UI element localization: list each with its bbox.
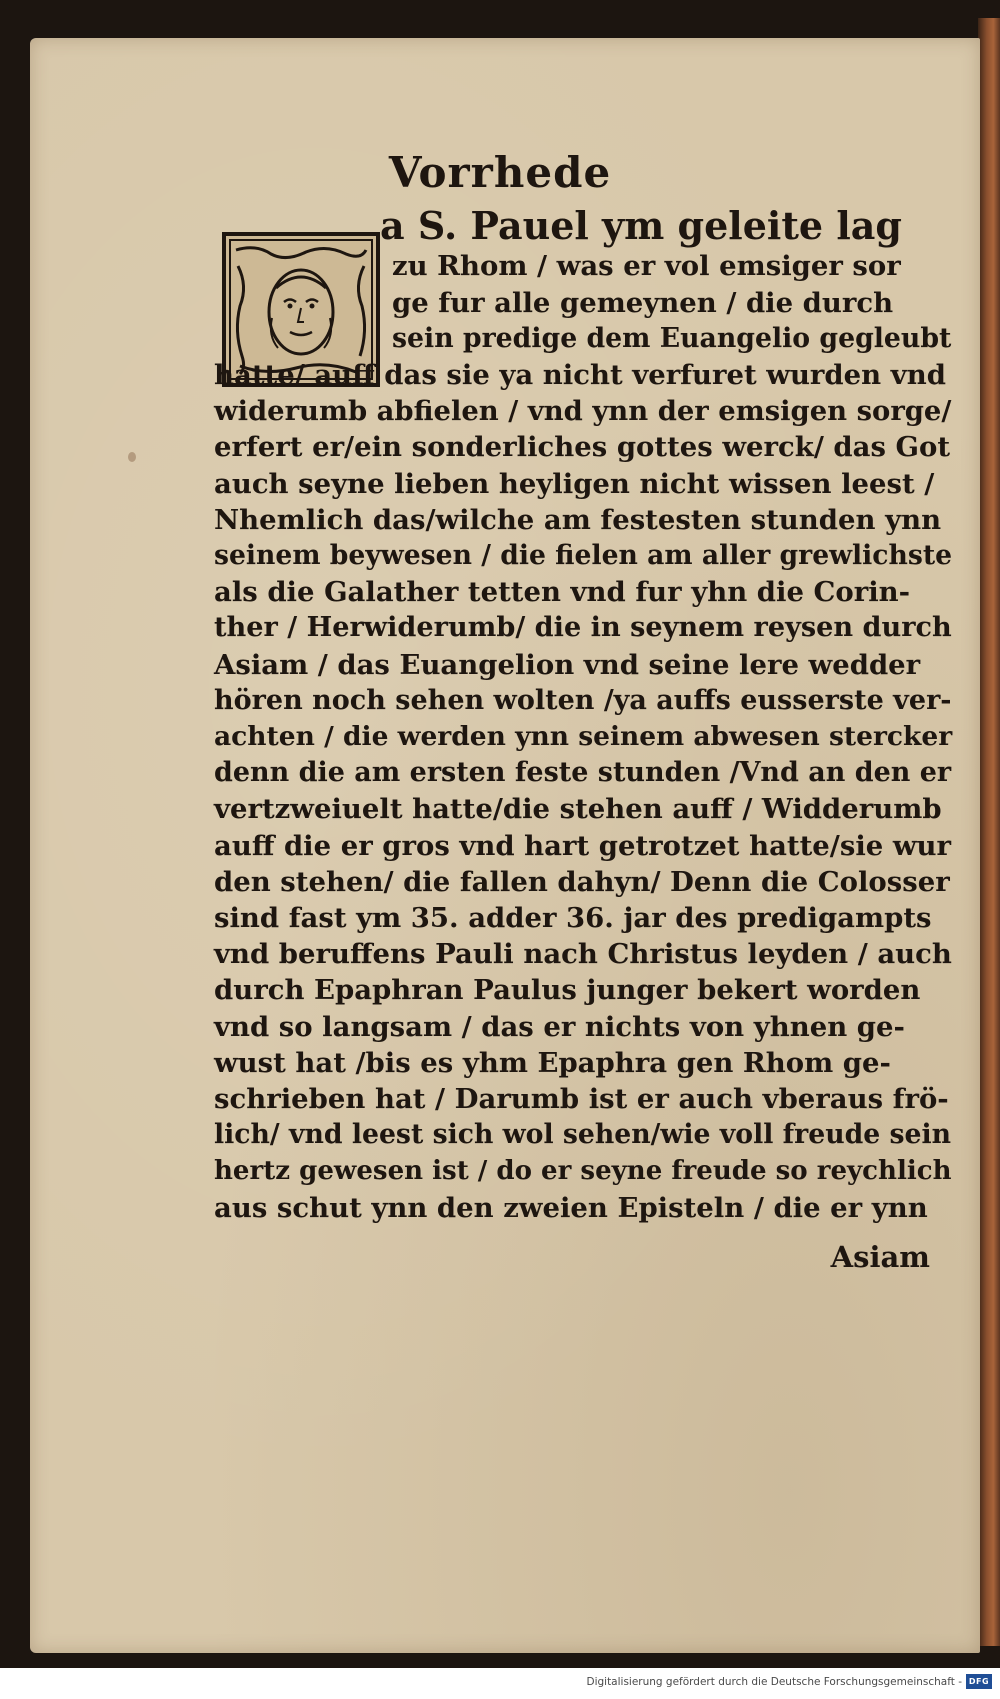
text-line: a S. Pauel ym geleite lag — [380, 203, 902, 248]
text-line: hören noch sehen wolten /ya auffs eusserste ver- — [214, 684, 952, 716]
catchword: Asiam — [830, 1240, 930, 1274]
text-line: ge fur alle gemeynen / die durch — [392, 286, 894, 319]
text-line: seinem beywesen / die fielen am aller grewlichste — [214, 540, 953, 571]
text-line: wust hat /bis es yhm Epaphra gen Rhom ge- — [214, 1046, 891, 1079]
text-line: vnd beruffens Pauli nach Christus leyden / auch — [214, 938, 952, 971]
text-line: ther / Herwiderumb/ die in seynem reysen durch — [214, 612, 952, 644]
text-line: denn die am ersten feste stunden /Vnd an den er — [214, 757, 952, 789]
text-line: vnd so langsam / das er nichts von yhnen ge- — [214, 1010, 905, 1043]
text-line: durch Epaphran Paulus junger bekert worden — [214, 974, 921, 1007]
text-line: Nhemlich das/wilche am festesten stunden ynn — [214, 503, 942, 536]
text-line: hatte/ auff das sie ya nicht verfuret wurden vnd — [214, 359, 946, 391]
text-line: zu Rhom / was er vol emsiger sor — [392, 250, 901, 282]
text-line: widerumb abfielen / vnd ynn der emsigen sorge/ — [214, 395, 952, 428]
text-line: hertz gewesen ist / do er seyne freude so reychlich — [214, 1156, 952, 1187]
text-line: erfert er/ein sonderliches gottes werck/ das Got — [214, 431, 951, 464]
text-line: aus schut ynn den zweien Episteln / die er ynn — [214, 1191, 928, 1224]
text-line: auff die er gros vnd hart getrotzet hatte/sie wur — [214, 829, 951, 862]
text-line: auch seyne lieben heyligen nicht wissen leest / — [214, 467, 935, 500]
text-line: schrieben hat / Darumb ist er auch vberaus frö- — [214, 1083, 949, 1115]
text-line: den stehen/ die fallen dahyn/ Denn die Colosser — [214, 865, 950, 898]
text-line: als die Galather tetten vnd fur yhn die Corin- — [214, 576, 911, 609]
text-line: achten / die werden ynn seinem abwesen stercker — [214, 721, 953, 752]
book-edge — [978, 18, 1000, 1646]
dfg-logo-icon: DFG — [966, 1674, 992, 1689]
text-line: sind fast ym 35. adder 36. jar des predigampts — [214, 902, 932, 934]
text-line: lich/ vnd leest sich wol sehen/wie voll freude sein — [214, 1119, 952, 1151]
text-line: vertzweiuelt hatte/die stehen auff / Widderumb — [214, 793, 942, 826]
footer-credit: Digitalisierung gefördert durch die Deutsche Forschungsgemeinschaft - — [586, 1676, 962, 1688]
text-line: sein predige dem Euangelio gegleubt — [392, 323, 952, 354]
text-line: Asiam / das Euangelion vnd seine lere wedder — [214, 648, 921, 681]
paper-stain — [128, 452, 136, 462]
running-head: Vorrhede — [388, 148, 612, 197]
